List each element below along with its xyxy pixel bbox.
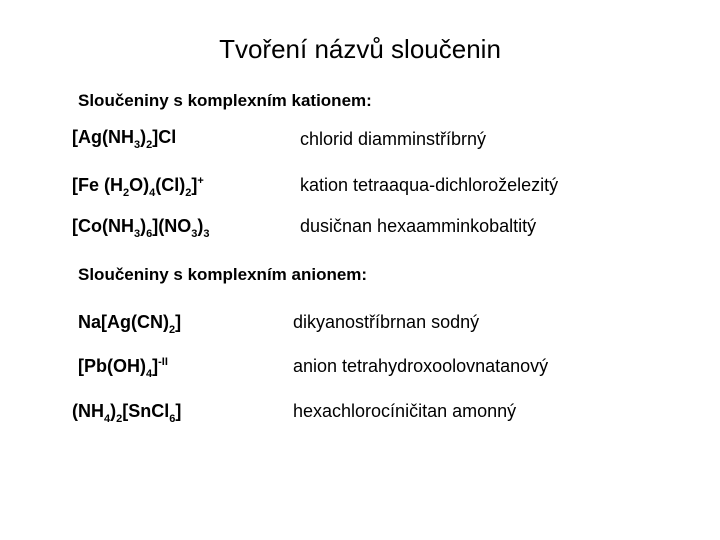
anion-formula-3: $(NH_4)_2[SnCl_6]$ [72, 401, 182, 425]
cation-name-2: kation tetraaqua-dichloroželezitý [300, 175, 559, 195]
cation-formula-3: $[Co(NH_3)_6](NO_3)_3$ [72, 216, 210, 240]
anion-name-3: hexachlorocíničitan amonný [293, 401, 517, 421]
cation-section-heading: Sloučeniny s komplexním kationem: [78, 91, 372, 110]
anion-name-2: anion tetrahydroxoolovnatanový [293, 356, 549, 376]
anion-formula-2: $[Pb(OH)_4]^{-II}$ [78, 355, 168, 380]
anion-section-heading: Sloučeniny s komplexním anionem: [78, 265, 368, 284]
anion-formula-1: $Na[Ag(CN)_2]$ [78, 312, 182, 336]
cation-formula-1: $[Ag(NH_3)_2]Cl$ [72, 127, 177, 151]
cation-formula-2: [Fe $(H_2O)_4(Cl)_2]^+$ [72, 174, 204, 199]
page-title: Tvoření názvů sloučenin [219, 34, 501, 64]
anion-name-1: dikyanostříbrnan sodný [293, 312, 480, 332]
cation-name-1: chlorid diamminstříbrný [300, 129, 487, 149]
cation-name-3: dusičnan hexaamminkobaltitý [300, 216, 537, 236]
